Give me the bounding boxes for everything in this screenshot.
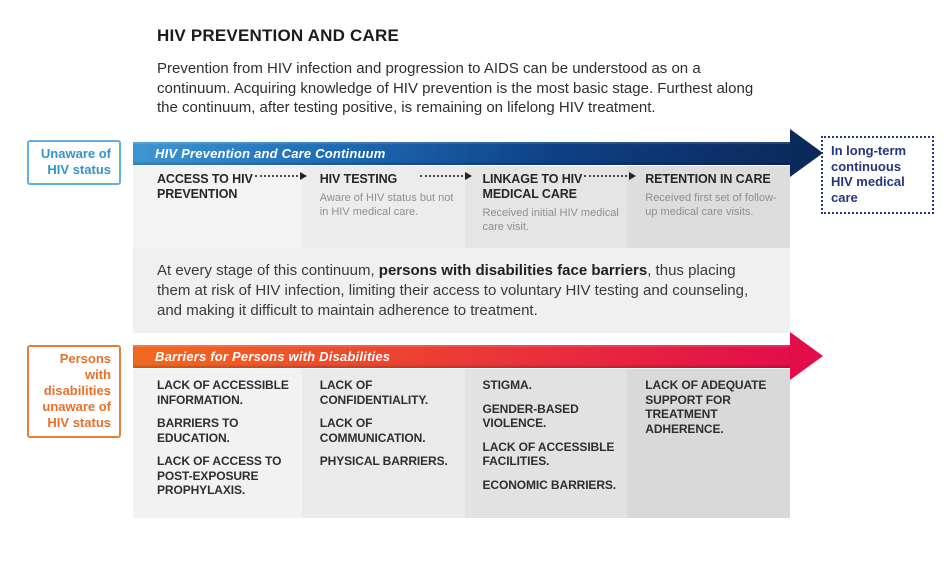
barriers-arrowhead-icon [790,332,823,380]
barrier-column-1 [133,369,302,518]
barriers-paragraph [133,248,790,333]
barrier-columns [133,369,790,518]
dotted-arrow-icon [255,171,307,180]
barrier-column-3 [465,369,628,518]
dotted-arrow-icon [584,171,636,180]
barrier-item: GENDER-BASED VIOLENCE. [482,401,579,430]
paragraph-text: , thus placing them at risk of HIV infection, limiting their access to voluntary HIV testing and counseling, and making it difficult to maintain adherence to treatment. [157,262,749,319]
barrier-item: LACK OF ACCESSIBLE FACILITIES. [482,439,615,468]
paragraph-bold-text: persons with disabilities face barriers [378,262,648,279]
barrier-column-4 [627,369,790,518]
barrier-item: LACK OF ACCESSIBLE INFORMATION. [157,378,289,407]
continuum-left-label: Unaware of HIV status [27,140,121,185]
stage-description: Received first set of follow-up medical care visits. [645,192,777,218]
barrier-item: LACK OF ACCESS TO POST-EXPOSURE PROPHYLAXIS. [157,454,282,497]
barriers-band-label: Barriers for Persons with Disabilities [155,349,391,364]
barrier-item: ECONOMIC BARRIERS. [482,477,617,492]
dotted-arrow-icon [420,171,472,180]
stage-description: Received initial HIV medical care visit. [482,207,619,233]
barrier-item: LACK OF CONFIDENTIALITY. [319,378,429,407]
barriers-left-label: Persons with disabilities unaware of HIV status [27,345,121,438]
barrier-item: PHYSICAL BARRIERS. [319,454,448,468]
barrier-column-2 [302,369,465,518]
stage-title: LINKAGE TO HIV MEDICAL CARE [482,172,583,201]
dotted-line [584,175,627,177]
stage-retention-in-care [627,166,790,248]
intro-paragraph: Prevention from HIV infection and progression to AIDS can be understood as on a continuum. Acquiring knowledge of HIV prevention is the most basic stage. Furthest along the continuum, after testing positive, is remaining on lifelong HIV treatment. [157,60,754,116]
barrier-item: LACK OF ADEQUATE SUPPORT FOR TREATMENT ADHERENCE. [645,378,767,436]
continuum-band [133,142,790,165]
barrier-item: BARRIERS TO EDUCATION. [157,416,239,445]
dotted-line [420,175,463,177]
stage-title: ACCESS TO HIV PREVENTION [157,172,253,201]
stage-title: HIV TESTING [319,172,398,186]
page-title: HIV PREVENTION AND CARE [157,26,399,45]
continuum-band-label: HIV Prevention and Care Continuum [155,146,386,161]
dotted-line [255,175,298,177]
arrow-tip-icon [629,172,636,180]
barrier-item: STIGMA. [482,378,532,392]
arrow-tip-icon [300,172,307,180]
barriers-band [133,345,790,368]
arrow-tip-icon [465,172,472,180]
stage-description: Aware of HIV status but not in HIV medical care. [319,192,454,218]
continuum-arrowhead-icon [790,129,823,177]
stage-title: RETENTION IN CARE [645,172,771,186]
barrier-item: LACK OF COMMUNICATION. [319,416,426,445]
continuum-right-label: In long-term continuous HIV medical care [821,136,934,214]
paragraph-text: At every stage of this continuum, [157,262,379,279]
